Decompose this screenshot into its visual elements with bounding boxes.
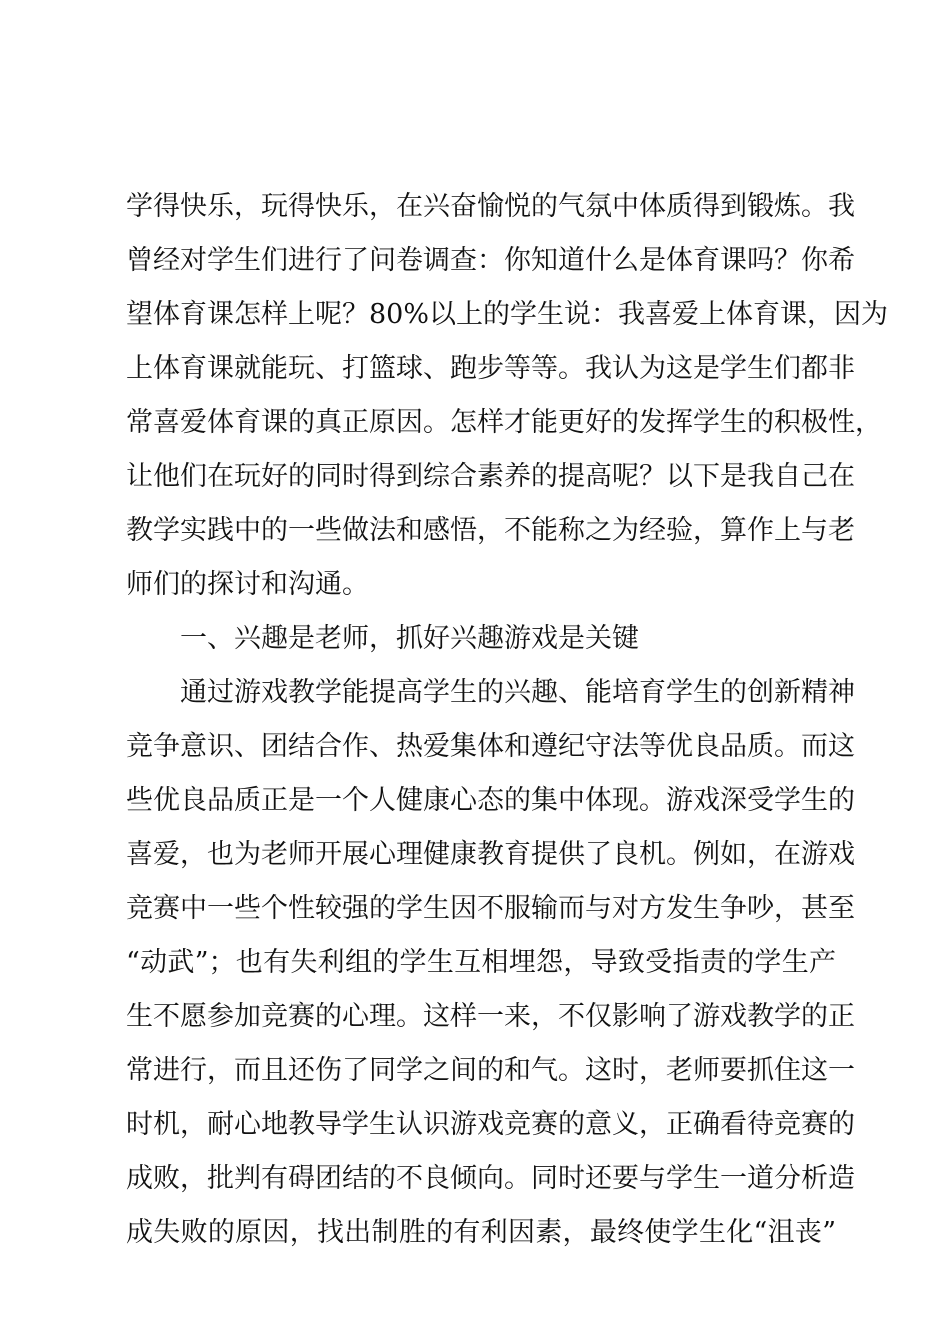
paragraph-line: 学得快乐，玩得快乐，在兴奋愉悦的气氛中体质得到锻炼。我: [126, 191, 855, 222]
paragraph-line: 时机，耐心地教导学生认识游戏竞赛的意义，正确看待竞赛的: [126, 1109, 855, 1140]
paragraph-line: 望体育课怎样上呢？80%以上的学生说：我喜爱上体育课，因为: [126, 299, 889, 330]
paragraph-line: 通过游戏教学能提高学生的兴趣、能培育学生的创新精神: [180, 677, 855, 708]
paragraph-line: 常喜爱体育课的真正原因。怎样才能更好的发挥学生的积极性，: [126, 407, 882, 438]
paragraph-line: 曾经对学生们进行了问卷调查：你知道什么是体育课吗？你希: [126, 245, 855, 276]
paragraph-line: 成失败的原因，找出制胜的有利因素，最终使学生化“沮丧”: [126, 1217, 836, 1248]
paragraph-line: “动武”；也有失利组的学生互相埋怨，导致受指责的学生产: [126, 947, 836, 978]
paragraph-line: 上体育课就能玩、打篮球、跑步等等。我认为这是学生们都非: [126, 353, 855, 384]
paragraph-line: 喜爱，也为老师开展心理健康教育提供了良机。例如，在游戏: [126, 839, 855, 870]
paragraph-line: 师们的探讨和沟通。: [126, 569, 369, 600]
paragraph-line: 成败，批判有碍团结的不良倾向。同时还要与学生一道分析造: [126, 1163, 855, 1194]
paragraph-line: 生不愿参加竞赛的心理。这样一来，不仅影响了游戏教学的正: [126, 1001, 855, 1032]
paragraph-line: 竞赛中一些个性较强的学生因不服输而与对方发生争吵，甚至: [126, 893, 855, 924]
section-heading: 一、兴趣是老师，抓好兴趣游戏是关键: [180, 623, 639, 654]
paragraph-line: 让他们在玩好的同时得到综合素养的提高呢？以下是我自己在: [126, 461, 855, 492]
paragraph-line: 竞争意识、团结合作、热爱集体和遵纪守法等优良品质。而这: [126, 731, 855, 762]
paragraph-line: 常进行，而且还伤了同学之间的和气。这时，老师要抓住这一: [126, 1055, 855, 1086]
paragraph-line: 教学实践中的一些做法和感悟，不能称之为经验，算作上与老: [126, 515, 855, 546]
paragraph-line: 些优良品质正是一个人健康心态的集中体现。游戏深受学生的: [126, 785, 855, 816]
